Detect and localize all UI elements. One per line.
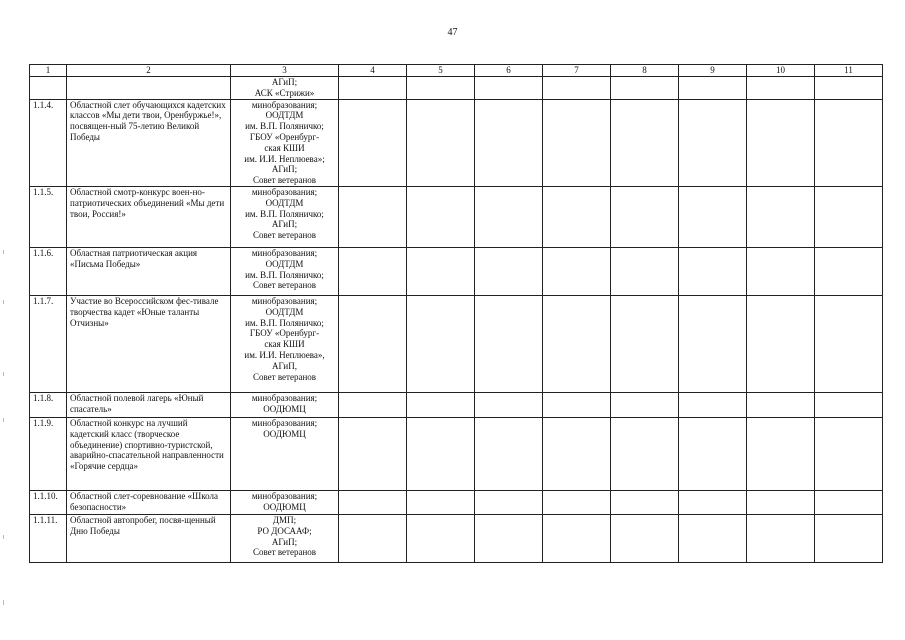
scan-artifact [3,372,4,376]
scan-artifact [3,535,4,539]
table-body [30,65,883,563]
empty-cell [679,514,747,562]
empty-cell [611,247,679,295]
empty-cell [339,295,407,392]
empty-cell [679,295,747,392]
table-row [30,247,883,295]
event-name: Областной смотр-конкурс воен-но-патриотических объединений «Мы дети твои, Россия!» [67,186,231,247]
page-number: 47 [447,27,458,38]
column-header: 7 [543,65,611,77]
empty-cell [815,247,883,295]
empty-cell [815,490,883,514]
row-number: 1.1.4. [30,99,67,186]
row-number: 1.1.8. [30,392,67,417]
executors: минобразования; ООДЮМЦ [231,392,339,417]
empty-cell [543,295,611,392]
empty-cell [815,99,883,186]
empty-cell [407,417,475,490]
empty-cell [611,77,679,100]
empty-cell [543,417,611,490]
empty-cell [475,392,543,417]
executors: минобразования; ООДЮМЦ [231,417,339,490]
empty-cell [339,417,407,490]
column-header: 6 [475,65,543,77]
executors: минобразования; ООДТДМ им. В.П. Поляничко; ГБОУ «Оренбург- ская КШИ им. И.И. Неплюева», АГиП, Совет ветеранов [231,295,339,392]
empty-cell [543,99,611,186]
empty-cell [339,77,407,100]
row-number: 1.1.7. [30,295,67,392]
row-number: 1.1.5. [30,186,67,247]
empty-cell [407,392,475,417]
row-number [30,77,67,100]
empty-cell [339,392,407,417]
row-number: 1.1.9. [30,417,67,490]
column-header: 11 [815,65,883,77]
empty-cell [475,490,543,514]
column-header: 4 [339,65,407,77]
event-name: Областной слет обучающихся кадетских классов «Мы дети твои, Оренбуржье!», посвящен-ный 75-летию Великой Победы [67,99,231,186]
empty-cell [747,77,815,100]
table-row [30,99,883,186]
event-name: Областной слет-соревнование «Школа безопасности» [67,490,231,514]
table-row [30,490,883,514]
empty-cell [679,99,747,186]
empty-cell [407,99,475,186]
empty-cell [611,392,679,417]
empty-cell [407,490,475,514]
empty-cell [339,490,407,514]
event-name: Областной полевой лагерь «Юный спасатель» [67,392,231,417]
empty-cell [611,295,679,392]
empty-cell [747,186,815,247]
empty-cell [475,99,543,186]
empty-cell [543,247,611,295]
empty-cell [611,186,679,247]
column-header: 5 [407,65,475,77]
table-row [30,417,883,490]
scan-artifact [3,600,4,605]
empty-cell [747,247,815,295]
empty-cell [407,514,475,562]
column-header: 10 [747,65,815,77]
empty-cell [543,392,611,417]
empty-cell [475,417,543,490]
empty-cell [339,247,407,295]
empty-cell [543,77,611,100]
empty-cell [543,490,611,514]
empty-cell [611,417,679,490]
empty-cell [339,99,407,186]
empty-cell [475,186,543,247]
empty-cell [543,514,611,562]
empty-cell [815,514,883,562]
empty-cell [475,77,543,100]
empty-cell [407,295,475,392]
row-number: 1.1.11. [30,514,67,562]
empty-cell [815,392,883,417]
empty-cell [679,392,747,417]
scan-artifact [3,300,4,304]
executors: минобразования; ООДТДМ им. В.П. Поляничко; ГБОУ «Оренбург- ская КШИ им. И.И. Неплюева»; АГиП; Совет ветеранов [231,99,339,186]
empty-cell [679,490,747,514]
event-name: Областной автопробег, посвя-щенный Дню Победы [67,514,231,562]
executors: ДМП; РО ДОСААФ; АГиП; Совет ветеранов [231,514,339,562]
empty-cell [543,186,611,247]
empty-cell [611,514,679,562]
empty-cell [611,99,679,186]
empty-cell [815,417,883,490]
empty-cell [747,392,815,417]
empty-cell [815,186,883,247]
table-row [30,392,883,417]
empty-cell [679,77,747,100]
table-row [30,186,883,247]
event-name: Участие во Всероссийском фес-тивале творчества кадет «Юные таланты Отчизны» [67,295,231,392]
empty-cell [407,77,475,100]
empty-cell [747,417,815,490]
table-row [30,295,883,392]
executors: АГиП; АСК «Стрижи» [231,77,339,100]
column-header: 9 [679,65,747,77]
event-name: Областная патриотическая акция «Письма Победы» [67,247,231,295]
event-name [67,77,231,100]
empty-cell [815,295,883,392]
row-number: 1.1.6. [30,247,67,295]
column-header: 1 [30,65,67,77]
empty-cell [339,514,407,562]
empty-cell [611,490,679,514]
activity-table [29,64,883,563]
empty-cell [475,295,543,392]
empty-cell [815,77,883,100]
column-header: 2 [67,65,231,77]
empty-cell [475,247,543,295]
empty-cell [475,514,543,562]
empty-cell [747,490,815,514]
empty-cell [679,186,747,247]
executors: минобразования; ООДТДМ им. В.П. Поляничко; Совет ветеранов [231,247,339,295]
executors: минобразования; ООДТДМ им. В.П. Поляничко; АГиП; Совет ветеранов [231,186,339,247]
scan-artifact [3,250,4,254]
table-header-row [30,65,883,77]
executors: минобразования; ООДЮМЦ [231,490,339,514]
event-name: Областной конкурс на лучший кадетский класс (творческое объединение) спортивно-туристской, аварийно-спасательной направленности «Горячие сердца» [67,417,231,490]
table-row [30,77,883,100]
empty-cell [747,99,815,186]
empty-cell [747,514,815,562]
row-number: 1.1.10. [30,490,67,514]
empty-cell [747,295,815,392]
table-row [30,514,883,562]
empty-cell [679,417,747,490]
scan-artifact [3,418,4,422]
empty-cell [339,186,407,247]
column-header: 8 [611,65,679,77]
empty-cell [407,247,475,295]
column-header: 3 [231,65,339,77]
empty-cell [407,186,475,247]
empty-cell [679,247,747,295]
